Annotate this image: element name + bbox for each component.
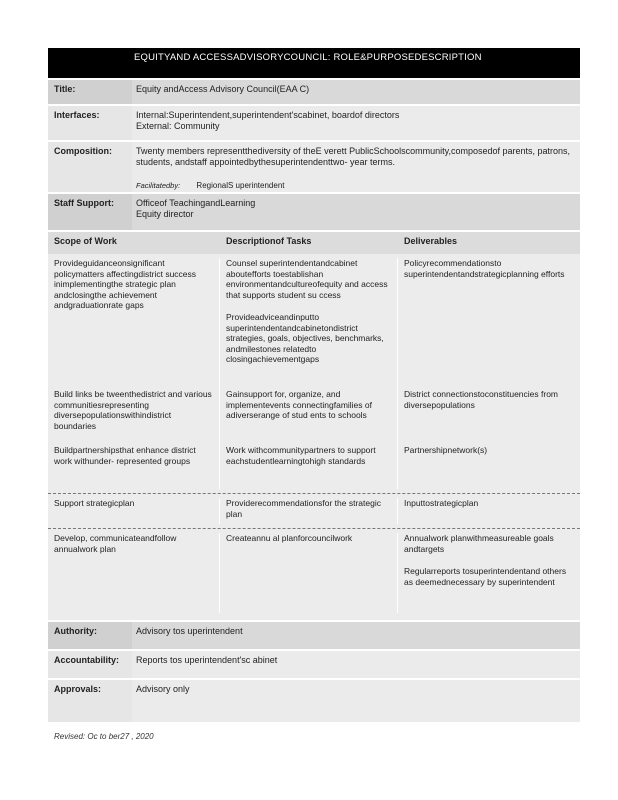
scope-cell [48,498,220,524]
interfaces-row [48,104,580,140]
column-scope: Scope of Work [54,236,117,246]
deliverable-text: Annualwork planwithmeasureable goals andtargets [404,533,554,554]
document-title: EQUITYAND ACCESSADVISORYCOUNCIL: ROLE&PURPOSEDESCRIPTION [130,48,580,78]
facilitated-label: Facilitatedby: [136,181,181,190]
interfaces-label: Interfaces: [54,110,100,120]
staff-support-value [132,194,580,230]
composition-value [132,142,580,192]
title-value: Equity andAccess Advisory Council(EAA C) [132,80,580,104]
deliverables-cell [398,258,580,389]
interfaces-value [132,106,580,140]
accountability-row [48,649,580,678]
deliverables-cell [398,533,580,613]
scope-cell [48,258,220,389]
scope-cell [48,389,220,445]
composition-row [48,140,580,192]
scope-cell [48,445,220,489]
scope-text: Provideguidanceonsignificant policymatters affectingdistrict success inimplementingthe strategic plan andclosingthe achievement andgraduationrate gaps [54,258,197,310]
staff-support-label: Staff Support: [54,198,114,208]
interfaces-internal: Internal:Superintendent,superintendent'scabinet, boardof directors [136,110,400,120]
tasks-cell [220,445,398,489]
scope-text: Buildpartnershipsthat enhance district work withunder- represented groups [54,445,196,466]
accountability-value: Reports tos uperintendent'sc abinet [132,651,580,678]
approvals-value: Advisory only [132,680,580,722]
approvals-row [48,678,580,722]
authority-row [48,620,580,649]
columns-header [48,230,580,254]
approvals-label: Approvals: [54,684,102,694]
deliverables-cell [398,389,580,445]
revised-date: Revised: Oc to ber27 , 2020 [54,732,154,741]
staff-support-office: Officeof TeachingandLearning [136,198,256,208]
facilitated-by [136,180,580,191]
accountability-label: Accountability: [54,655,120,665]
task-text: Work withcommunitypartners to support eachstudentlearningtohigh standards [226,445,376,466]
dashed-divider [48,528,580,529]
tasks-cell [220,533,398,613]
column-deliverables: Deliverables [404,236,458,246]
task-text: Provideadviceandinputto superintendentandcabinetondistrict strategies, goals, objectives, benchmarks, andmilestones relatedto closingachievementgaps [226,312,384,364]
deliverables-cell [398,445,580,489]
grid-row-workplan [48,533,580,613]
scope-text: Build links be tweenthedistrict and various communitiesrepresenting diversepopulationswithindistrict boundaries [54,389,212,431]
grid-row-links [48,389,580,445]
column-tasks: Descriptionof Tasks [226,236,312,246]
grid-row-guidance [48,258,580,389]
tasks-cell [220,389,398,445]
work-grid [48,254,580,620]
role-description-document [48,48,580,722]
tasks-cell [220,258,398,389]
facilitated-value: RegionalS uperintendent [196,181,285,190]
task-text: Counsel superintendentandcabinet aboutefforts toestablishan environmentandcultureofequity and access that supports student su ccess [226,258,388,300]
scope-text: Develop, communicateandfollow annualwork plan [54,533,177,554]
deliverable-text: District connectionstoconstituencies from diversepopulations [404,389,559,410]
title-label: Title: [54,84,76,94]
dashed-divider [48,493,580,494]
composition-label: Composition: [54,146,112,156]
composition-text: Twenty members representthediversity of theE verett PublicSchoolscommunity,composedof parents, patrons, students, andstaff appointedbythesuperintendenttwo- year terms. [136,146,571,167]
header-left-cell [48,48,130,78]
task-text: Createannu al planforcouncilwork [226,533,353,543]
deliverable-text: Inputtostrategicplan [404,498,479,508]
deliverable-text: Regularreports tosuperintendentand others as deemednecessary by superintendent [404,566,567,587]
grid-row-partnerships [48,445,580,489]
staff-support-row [48,192,580,230]
scope-cell [48,533,220,613]
scope-text: Support strategicplan [54,498,135,508]
authority-label: Authority: [54,626,97,636]
interfaces-external: External: Community [136,121,220,131]
authority-value: Advisory tos uperintendent [132,622,580,649]
document-header [48,48,580,78]
task-text: Gainsupport for, organize, and implementevents connectingfamilies of adiverserange of stud ents to schools [226,389,372,420]
staff-support-director: Equity director [136,209,194,219]
deliverable-text: Partnershipnetwork(s) [404,445,488,455]
grid-row-strategic [48,498,580,524]
deliverables-cell [398,498,580,524]
task-text: Providerecommendationsfor the strategic plan [226,498,381,519]
deliverable-text: Policyrecommendationsto superintendentandstrategicplanning efforts [404,258,565,279]
title-row [48,78,580,104]
tasks-cell [220,498,398,524]
